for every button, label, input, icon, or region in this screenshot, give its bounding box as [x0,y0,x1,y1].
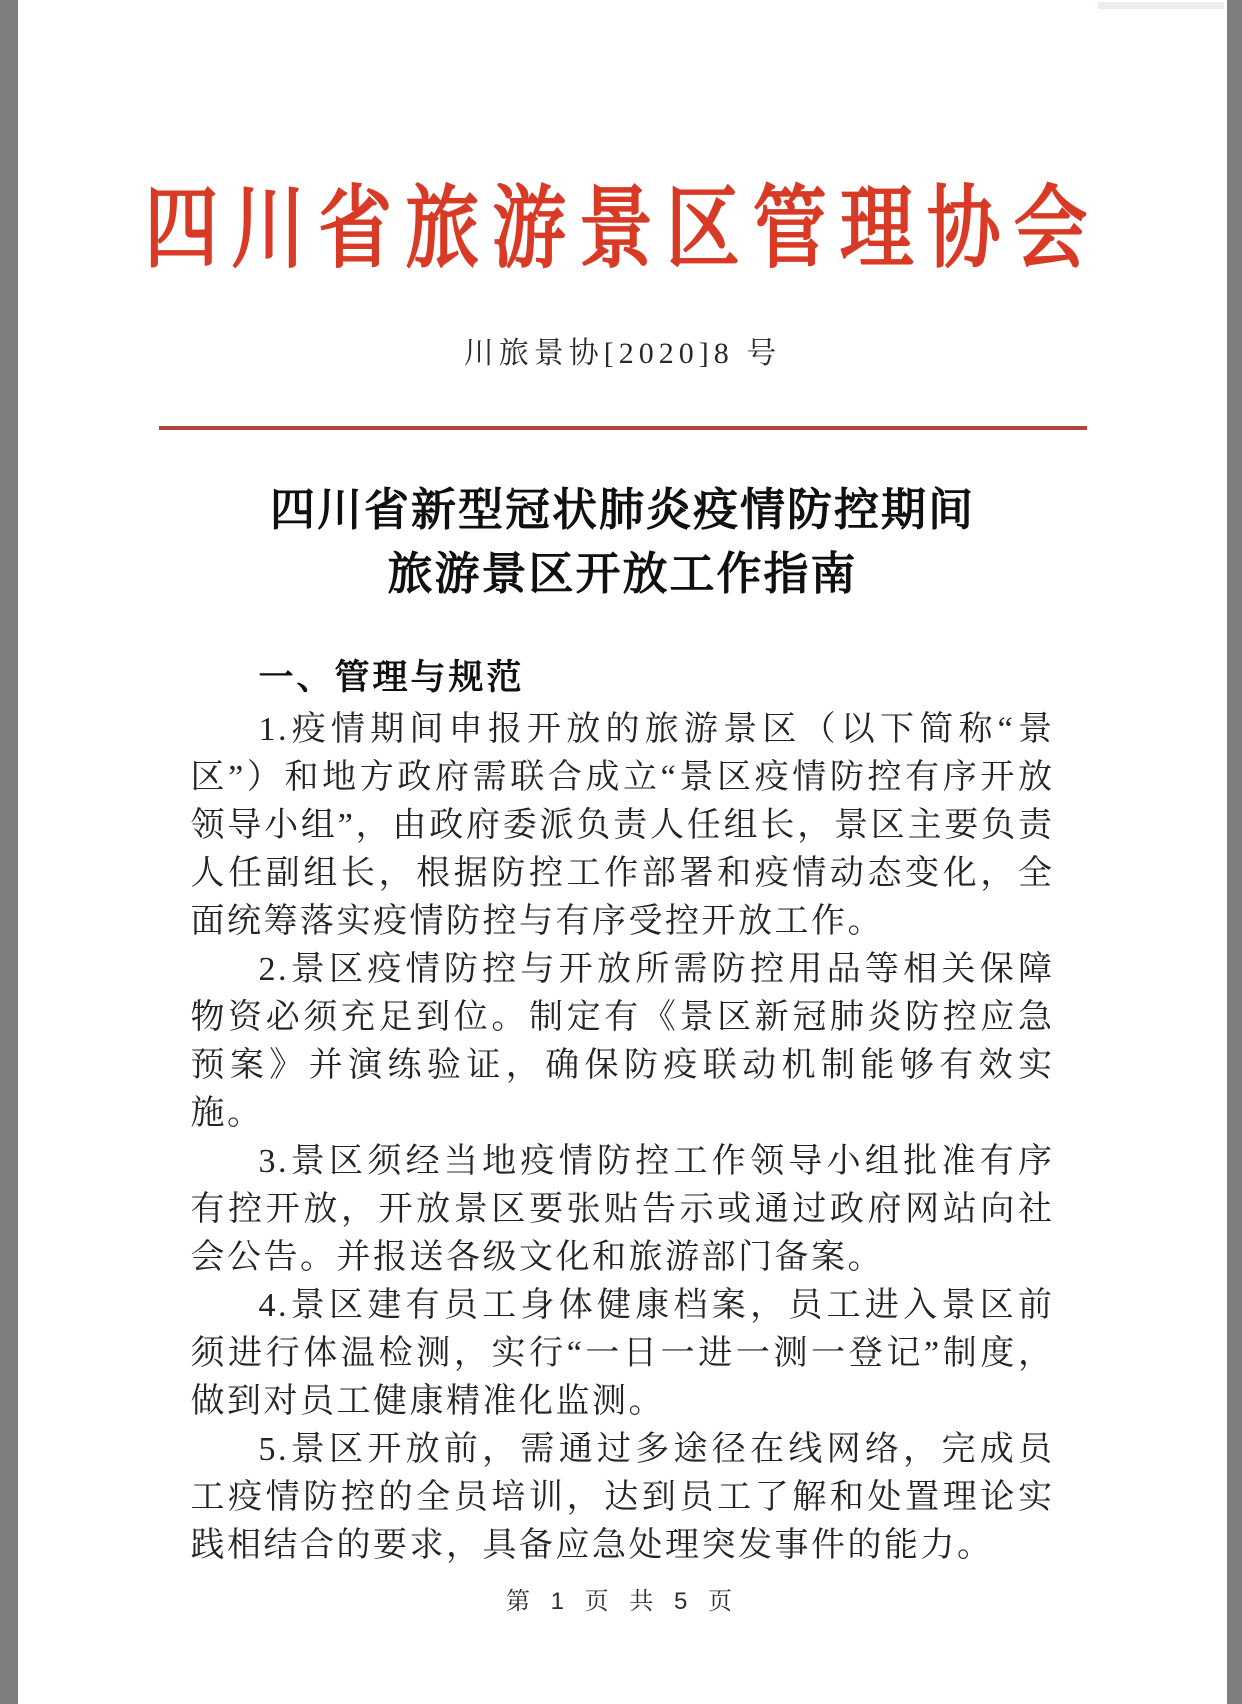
body-paragraph-2: 2.景区疫情防控与开放所需防控用品等相关保障物资必须充足到位。制定有《景区新冠肺炎防控应急预案》并演练验证，确保防疫联动机制能够有效实施。 [190,951,1055,1132]
scan-gutter-left [0,0,18,1704]
doc-title [18,478,1227,606]
body-paragraph-5: 5.景区开放前，需通过多途径在线网络，完成员工疫情防控的全员培训，达到员工了解和处置理论实践相结合的要求，具备应急处理突发事件的能力。 [190,1431,1055,1564]
scan-gutter-right [1227,0,1242,1704]
org-title: 四川省旅游景区管理协会 [144,180,1101,279]
doc-number: 川旅景协[2020]8 号 [463,337,782,370]
doc-title-line2: 旅游景区开放工作指南 [387,548,858,599]
body-paragraph-4: 4.景区建有员工身体健康档案，员工进入景区前须进行体温检测，实行“一日一进一测一登记”制度，做到对员工健康精准化监测。 [190,1287,1055,1420]
red-divider-line [159,426,1087,430]
document-body [191,658,1055,1570]
section-heading: 一、管理与规范 [258,658,525,697]
doc-title-line1: 四川省新型冠状肺炎疫情防控期间 [269,484,975,535]
body-paragraph-1: 1.疫情期间申报开放的旅游景区（以下简称“景区”）和地方政府需联合成立“景区疫情防控有序开放领导小组”，由政府委派负责人任组长，景区主要负责人任副组长，根据防控工作部署和疫情动态变化，全面统筹落实疫情防控与有序受控开放工作。 [190,711,1055,940]
body-paragraph-3: 3.景区须经当地疫情防控工作领导小组批准有序有控开放，开放景区要张贴告示或通过政府网站向社会公告。并报送各级文化和旅游部门备案。 [190,1143,1055,1276]
page-number-footer: 第 1 页 共 5 页 [505,1588,740,1615]
document-page [18,0,1227,1704]
